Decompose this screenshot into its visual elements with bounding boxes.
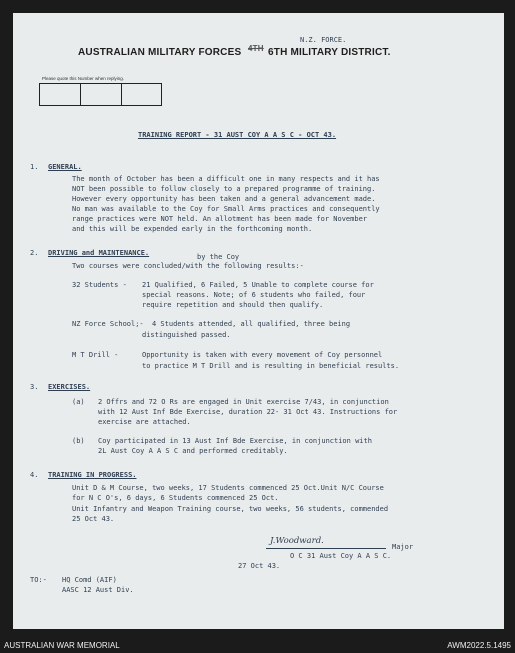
signatory-rank: Major xyxy=(392,543,414,551)
item-line: 21 Qualified, 6 Failed, 5 Unable to complete course for xyxy=(142,281,374,289)
exercise-line: Coy participated in 13 Aust Inf Bde Exercise, in conjunction with xyxy=(98,437,372,445)
section-1-line: No man was available to the Coy for Small Arms practices and consequently xyxy=(72,205,380,213)
footer-accession-number: AWM2022.5.1495 xyxy=(447,641,511,650)
section-2-intro: Two courses were concluded/with the following results:- xyxy=(72,262,304,270)
exercise-line: with 12 Aust Inf Bde Exercise, duration 22- 31 Oct 43. Instructions for xyxy=(98,408,398,416)
section-4-line: for N C O's, 6 days, 6 Students commenced 25 Oct. xyxy=(72,494,279,502)
reference-box-2 xyxy=(80,83,122,106)
section-3-number: 3. xyxy=(30,383,39,391)
quote-number-label: Please quote this Number when replying. xyxy=(42,76,125,81)
item-label-nz-school: NZ Force School;- xyxy=(72,320,144,328)
item-line: 4 Students attended, all qualified, three being xyxy=(152,320,351,328)
distribution-line: AASC 12 Aust Div. xyxy=(62,586,134,594)
distribution-line: HQ Comd (AIF) xyxy=(62,576,117,584)
exercise-line: exercise are attached. xyxy=(98,418,191,426)
report-title: TRAINING REPORT - 31 AUST COY A A S C - OCT 43. xyxy=(138,131,337,139)
exercise-line: 2 Offrs and 72 O Rs are engaged in Unit exercise 7/43, in conjunction xyxy=(98,398,389,406)
section-1-number: 1. xyxy=(30,163,39,171)
signatory-title: O C 31 Aust Coy A A S C. xyxy=(290,552,392,560)
section-4-line: 25 Oct 43. xyxy=(72,515,115,523)
item-label-mt-drill: M T Drill - xyxy=(72,351,119,359)
item-line: special reasons. Note; of 6 students who failed, four xyxy=(142,291,366,299)
section-3-heading: EXERCISES. xyxy=(48,383,91,391)
handwritten-insert: by the Coy xyxy=(197,253,240,261)
section-1-line: However every opportunity has been taken and a general advancement made. xyxy=(72,195,376,203)
item-line: Opportunity is taken with every movement of Coy personnel xyxy=(142,351,383,359)
handwritten-signature: J.Woodward. xyxy=(270,536,324,546)
section-1-line: range practices were NOT held. An allotment has been made for November xyxy=(72,215,368,223)
reference-box-1 xyxy=(39,83,81,106)
section-1-line: NOT been possible to follow closely to a prepared programme of training. xyxy=(72,185,376,193)
section-1-heading: GENERAL. xyxy=(48,163,82,171)
signature-date: 27 Oct 43. xyxy=(238,562,281,570)
section-4-heading: TRAINING IN PROGRESS. xyxy=(48,471,137,479)
item-line: to practice M T Drill and is resulting in beneficial results. xyxy=(142,362,400,370)
distribution-label: TO:- xyxy=(30,576,47,584)
reference-box-3 xyxy=(121,83,162,106)
item-line: require repetition and should then qualify. xyxy=(142,301,324,309)
signature-line xyxy=(266,548,386,549)
section-1-line: and this will be expended early in the forthcoming month. xyxy=(72,225,313,233)
letterhead-title: AUSTRALIAN MILITARY FORCES xyxy=(78,47,242,58)
exercise-a-label: (a) xyxy=(72,398,85,406)
exercise-b-label: (b) xyxy=(72,437,85,445)
letterhead-district: 6TH MILITARY DISTRICT. xyxy=(268,47,391,58)
nz-force-stamp: N.Z. FORCE. xyxy=(300,36,347,44)
item-label-students: 32 Students - xyxy=(72,281,127,289)
footer-institution: AUSTRALIAN WAR MEMORIAL xyxy=(4,641,120,650)
section-4-number: 4. xyxy=(30,471,39,479)
struck-district: 4TH xyxy=(248,44,264,53)
section-2-number: 2. xyxy=(30,249,39,257)
section-4-line: Unit Infantry and Weapon Training course, two weeks, 56 students, commended xyxy=(72,505,389,513)
section-2-heading: DRIVING and MAINTENANCE. xyxy=(48,249,150,257)
section-1-line: The month of October has been a difficult one in many respects and it has xyxy=(72,175,380,183)
exercise-line: 2L Aust Coy A A S C and performed creditably. xyxy=(98,447,288,455)
item-line: distinguished passed. xyxy=(142,331,231,339)
section-4-line: Unit D & M Course, two weeks, 17 Students commenced 25 Oct.Unit N/C Course xyxy=(72,484,384,492)
